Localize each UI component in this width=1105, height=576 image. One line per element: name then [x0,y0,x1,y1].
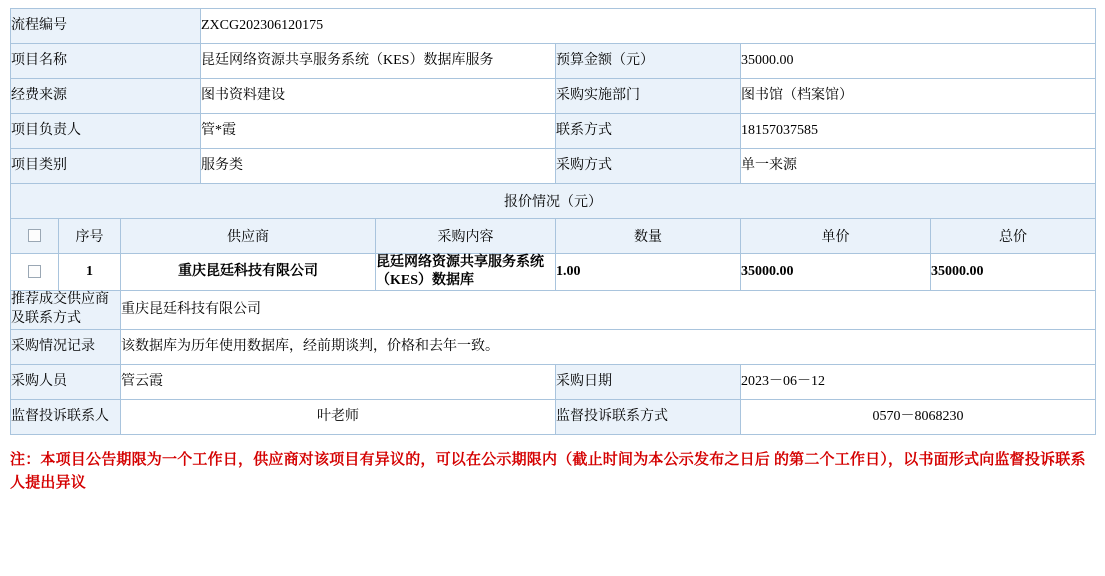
row-supplier: 重庆昆廷科技有限公司 [121,254,376,291]
supervisor-contact-label: 监督投诉联系方式 [556,400,741,435]
quote-header-unit-price: 单价 [741,219,931,254]
fund-source-label: 经费来源 [11,79,201,114]
process-no-label: 流程编号 [11,9,201,44]
table-row-project-name [11,44,1096,79]
project-name-value: 昆廷网络资源共享服务系统（KES）数据库服务 [201,44,556,79]
method-value: 单一来源 [741,149,1096,184]
supervisor-label: 监督投诉联系人 [11,400,121,435]
purchase-dept-label: 采购实施部门 [556,79,741,114]
date-value: 2023－06－12 [741,365,1096,400]
row-qty: 1.00 [556,254,741,291]
table-row-quote-title [11,184,1096,219]
quote-header-content: 采购内容 [376,219,556,254]
notice-text: 注：本项目公告期限为一个工作日，供应商对该项目有异议的，可以在公示期限内（截止时间为本公示发布之日后 的第二个工作日），以书面形式向监督投诉联系人提出异议 [10,452,1086,492]
category-value: 服务类 [201,149,556,184]
quote-section-title: 报价情况（元） [11,184,1096,219]
supervisor-value: 叶老师 [121,400,556,435]
table-row-fund-source [11,79,1096,114]
budget-value: 35000.00 [741,44,1096,79]
table-row [11,254,1096,291]
recommend-value: 重庆昆廷科技有限公司 [121,291,1096,330]
select-all-checkbox[interactable] [28,229,41,242]
quote-header-qty: 数量 [556,219,741,254]
row-unit-price: 35000.00 [741,254,931,291]
table-row-owner [11,114,1096,149]
row-select-cell[interactable] [11,254,59,291]
quote-header-total-price: 总价 [931,219,1096,254]
category-label: 项目类别 [11,149,201,184]
row-content: 昆廷网络资源共享服务系统（KES）数据库 [376,254,556,291]
row-total-price: 35000.00 [931,254,1096,291]
select-all-header[interactable] [11,219,59,254]
table-row-process-no [11,9,1096,44]
date-label: 采购日期 [556,365,741,400]
budget-label: 预算金额（元） [556,44,741,79]
buyer-value: 管云霞 [121,365,556,400]
project-name-label: 项目名称 [11,44,201,79]
recommend-label: 推荐成交供应商及联系方式 [11,291,121,330]
row-index: 1 [59,254,121,291]
owner-label: 项目负责人 [11,114,201,149]
purchase-dept-value: 图书馆（档案馆） [741,79,1096,114]
contact-label: 联系方式 [556,114,741,149]
table-row-recommend [11,291,1096,330]
record-value: 该数据库为历年使用数据库，经前期谈判，价格和去年一致。 [121,330,1096,365]
contact-value: 18157037585 [741,114,1096,149]
quote-header-supplier: 供应商 [121,219,376,254]
supervisor-contact-value: 0570－8068230 [741,400,1096,435]
fund-source-value: 图书资料建设 [201,79,556,114]
table-row-buyer [11,365,1096,400]
quote-header-index: 序号 [59,219,121,254]
table-row-record [11,330,1096,365]
table-row-category [11,149,1096,184]
method-label: 采购方式 [556,149,741,184]
row-checkbox[interactable] [28,265,41,278]
owner-value: 管*霞 [201,114,556,149]
procurement-table [10,8,1096,435]
buyer-label: 采购人员 [11,365,121,400]
process-no-value: ZXCG202306120175 [201,9,1096,44]
table-row-supervisor [11,400,1096,435]
record-label: 采购情况记录 [11,330,121,365]
quote-table-header [11,219,1096,254]
